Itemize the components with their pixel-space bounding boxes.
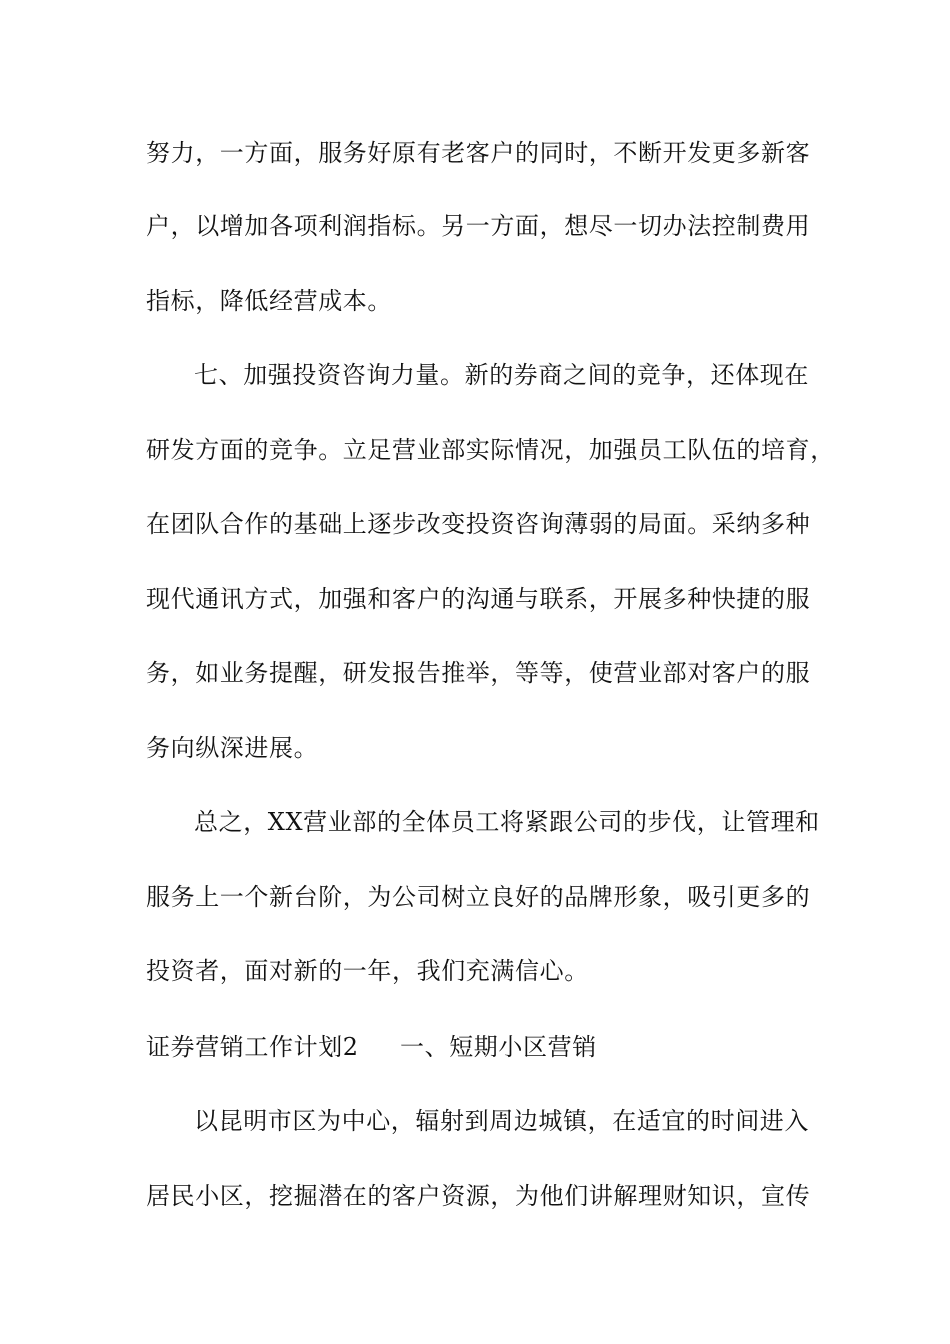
paragraph-line: 在团队合作的基础上逐步改变投资咨询薄弱的局面。采纳多种 [146, 510, 811, 538]
paragraph-line: 务向纵深进展。 [146, 734, 319, 762]
paragraph-line: 以昆明市区为中心，辐射到周边城镇，在适宜的时间进入 [194, 1107, 809, 1135]
paragraph-line: 务，如业务提醒，研发报告推举，等等，使营业部对客户的服 [146, 659, 811, 687]
section-title: 证券营销工作计划2 [146, 1033, 359, 1061]
paragraph-line: 努力，一方面，服务好原有老客户的同时，不断开发更多新客 [146, 139, 811, 167]
paragraph-line: 投资者，面对新的一年，我们充满信心。 [146, 957, 589, 985]
paragraph-line: 居民小区，挖掘潜在的客户资源，为他们讲解理财知识，宣传 [146, 1182, 811, 1210]
section-heading: 一、短期小区营销 [400, 1033, 597, 1061]
paragraph-line: 七、加强投资咨询力量。新的券商之间的竞争，还体现在 [194, 361, 809, 389]
paragraph-line: 服务上一个新台阶，为公司树立良好的品牌形象，吸引更多的 [146, 883, 811, 911]
paragraph-line: 户，以增加各项利润指标。另一方面，想尽一切办法控制费用 [146, 212, 811, 240]
paragraph-line: 指标，降低经营成本。 [146, 287, 392, 315]
paragraph-line: 总之，XX营业部的全体员工将紧跟公司的步伐，让管理和 [194, 808, 820, 836]
paragraph-line: 现代通讯方式，加强和客户的沟通与联系，开展多种快捷的服 [146, 585, 811, 613]
paragraph-line: 研发方面的竞争。立足营业部实际情况，加强员工队伍的培育， [146, 436, 835, 464]
